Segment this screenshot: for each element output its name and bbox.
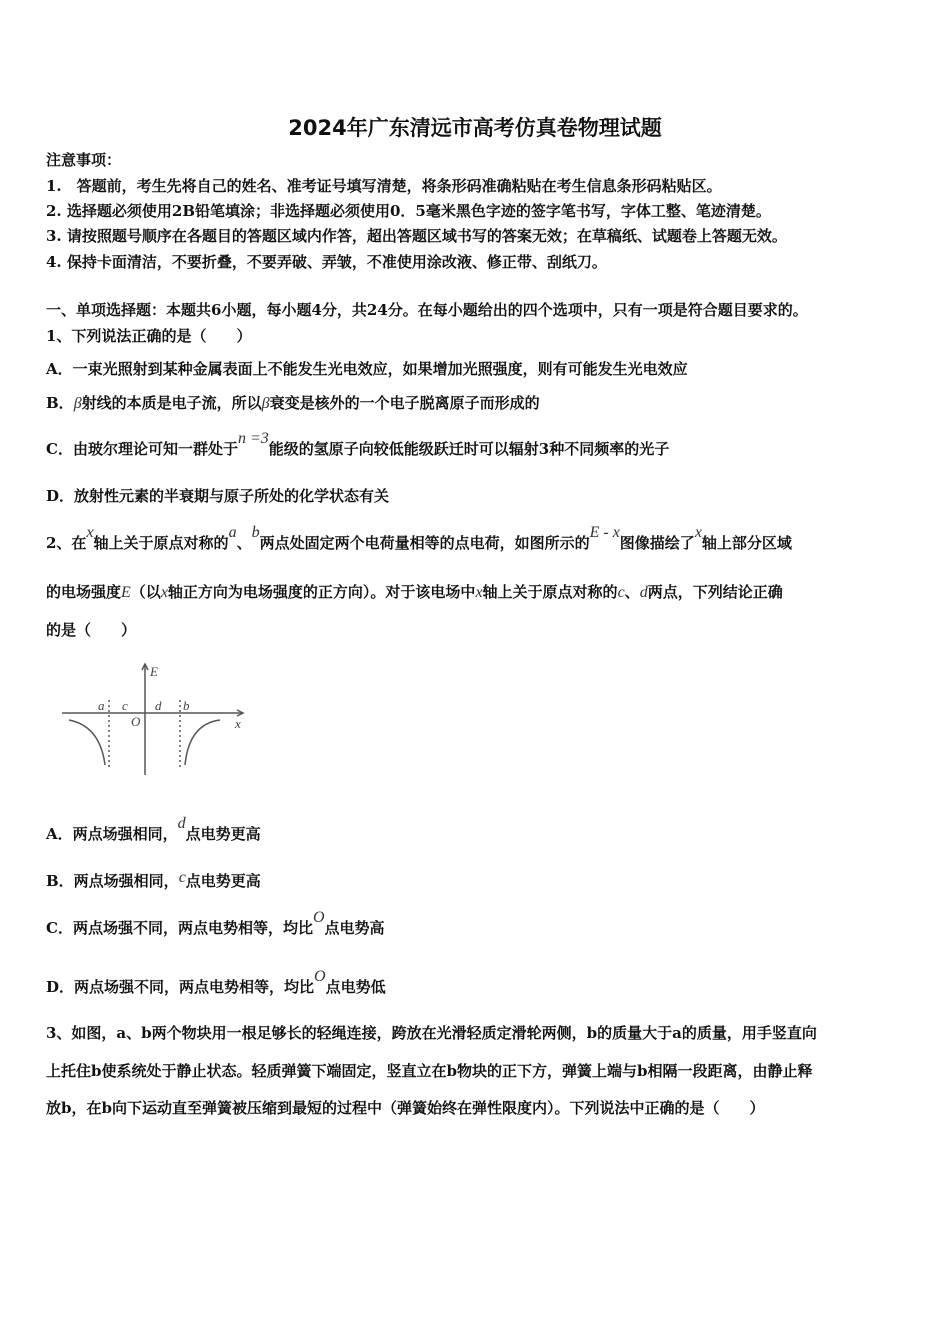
q2-option-d: [46, 968, 386, 998]
text: 轴上关于原点对称的: [93, 534, 229, 552]
text: 射线的本质是电子流，所以: [81, 394, 262, 412]
q1-option-d: D．放射性元素的半衰期与原子所处的化学状态有关: [46, 487, 390, 505]
label-a: a: [98, 698, 105, 713]
text: 的电场强度: [46, 583, 122, 601]
text: 点电势更高: [185, 825, 261, 843]
text: 、: [236, 534, 252, 552]
text: 轴正方向为电场强度的正方向）。对于该电场中: [167, 583, 476, 601]
text: 能级的氢原子向较低能级跃迁时可以辐射3种不同频率的光子: [268, 440, 670, 458]
math: E - x: [589, 524, 620, 541]
math: x: [475, 584, 483, 601]
math: E: [121, 584, 131, 601]
text: 两点，下列结论正确: [647, 583, 783, 601]
math: c: [617, 584, 625, 601]
math: d: [639, 584, 648, 601]
q1-option-c: [46, 430, 670, 460]
notice-item: 1. 答题前，考生先将自己的姓名、准考证号填写清楚，将条形码准确粘贴在考生信息条形码粘贴区。: [46, 177, 722, 195]
text: 点电势高: [324, 919, 385, 937]
text: C．由玻尔理论可知一群处于: [46, 440, 238, 458]
text: B．: [46, 394, 74, 412]
q1-option-a: A．一束光照射到某种金属表面上不能发生光电效应，如果增加光照强度，则有可能发生光电效应: [46, 360, 688, 378]
q2-stem-line3: 的是（ ）: [46, 621, 137, 639]
label-x: x: [235, 716, 241, 731]
notice-heading: 注意事项：: [46, 151, 122, 169]
q2-option-c: [46, 909, 385, 939]
e-x-graph: [55, 660, 255, 780]
notice-item: 2. 选择题必须使用2B铅笔填涂；非选择题必须使用0．5毫米黑色字迹的签字笔书写，字体工整、笔迹清楚。: [46, 202, 771, 220]
text: 轴上关于原点对称的: [482, 583, 618, 601]
math: n =3: [237, 430, 269, 447]
label-e: E: [150, 664, 158, 679]
text: B．两点场强相同，: [46, 872, 179, 890]
section-heading: 一、单项选择题：本题共6小题，每小题4分，共24分。在每小题给出的四个选项中，只有一项是符合题目要求的。: [46, 301, 808, 319]
curve-left: [69, 720, 105, 765]
text: 、: [624, 583, 640, 601]
math: c: [178, 869, 186, 886]
q1-option-b: [46, 393, 540, 414]
q1-stem: 1、下列说法正确的是（ ）: [46, 327, 252, 345]
label-c: c: [122, 698, 128, 713]
label-o: O: [131, 714, 141, 729]
text: A．两点场强相同，: [46, 825, 178, 843]
math: b: [251, 524, 260, 541]
text: 点电势低: [325, 978, 386, 996]
text: D．两点场强不同，两点电势相等，均比: [46, 978, 315, 996]
q3-stem-line: 上托住b使系统处于静止状态。轻质弹簧下端固定，竖直立在b物块的正下方，弹簧上端与b相隔一段距离，由静止释: [46, 1062, 813, 1080]
math: O: [312, 909, 325, 926]
label-d: d: [155, 698, 162, 713]
math: β: [73, 395, 82, 412]
page-title: 2024年广东清远市高考仿真卷物理试题: [288, 116, 662, 140]
math: O: [314, 968, 326, 985]
text: C．两点场强不同，两点电势相等，均比: [46, 919, 313, 937]
q3-stem-line: 3、如图，a、b两个物块用一根足够长的轻绳连接，跨放在光滑轻质定滑轮两侧，b的质量大于a的质量，用手竖直向: [46, 1024, 817, 1042]
q2-stem-line1: [46, 524, 792, 554]
text: 两点处固定两个电荷量相等的点电荷，如图所示的: [259, 534, 590, 552]
label-b: b: [183, 698, 190, 713]
math: a: [228, 524, 237, 541]
text: 2、在: [46, 534, 87, 552]
curve-right: [185, 720, 220, 765]
math: x: [160, 584, 168, 601]
math: x: [694, 524, 702, 541]
text: 衰变是核外的一个电子脱离原子而形成的: [269, 394, 540, 412]
text: 图像描绘了: [619, 534, 695, 552]
text: 点电势更高: [185, 872, 261, 890]
math: β: [261, 395, 270, 412]
q2-stem-line2: [46, 582, 783, 603]
math: d: [177, 815, 186, 832]
notice-item: 4. 保持卡面清洁，不要折叠，不要弄破、弄皱，不准使用涂改液、修正带、刮纸刀。: [46, 253, 607, 271]
text: （以: [130, 583, 161, 601]
text: 轴上部分区域: [701, 534, 792, 552]
notice-item: 3. 请按照题号顺序在各题目的答题区域内作答，超出答题区域书写的答案无效；在草稿纸、试题卷上答题无效。: [46, 227, 787, 245]
math: x: [86, 524, 94, 541]
q2-option-a: [46, 815, 261, 845]
q2-option-b: [46, 871, 261, 892]
q3-stem-line: 放b，在b向下运动直至弹簧被压缩到最短的过程中（弹簧始终在弹性限度内）。下列说法中正确的是（ ）: [46, 1099, 765, 1117]
